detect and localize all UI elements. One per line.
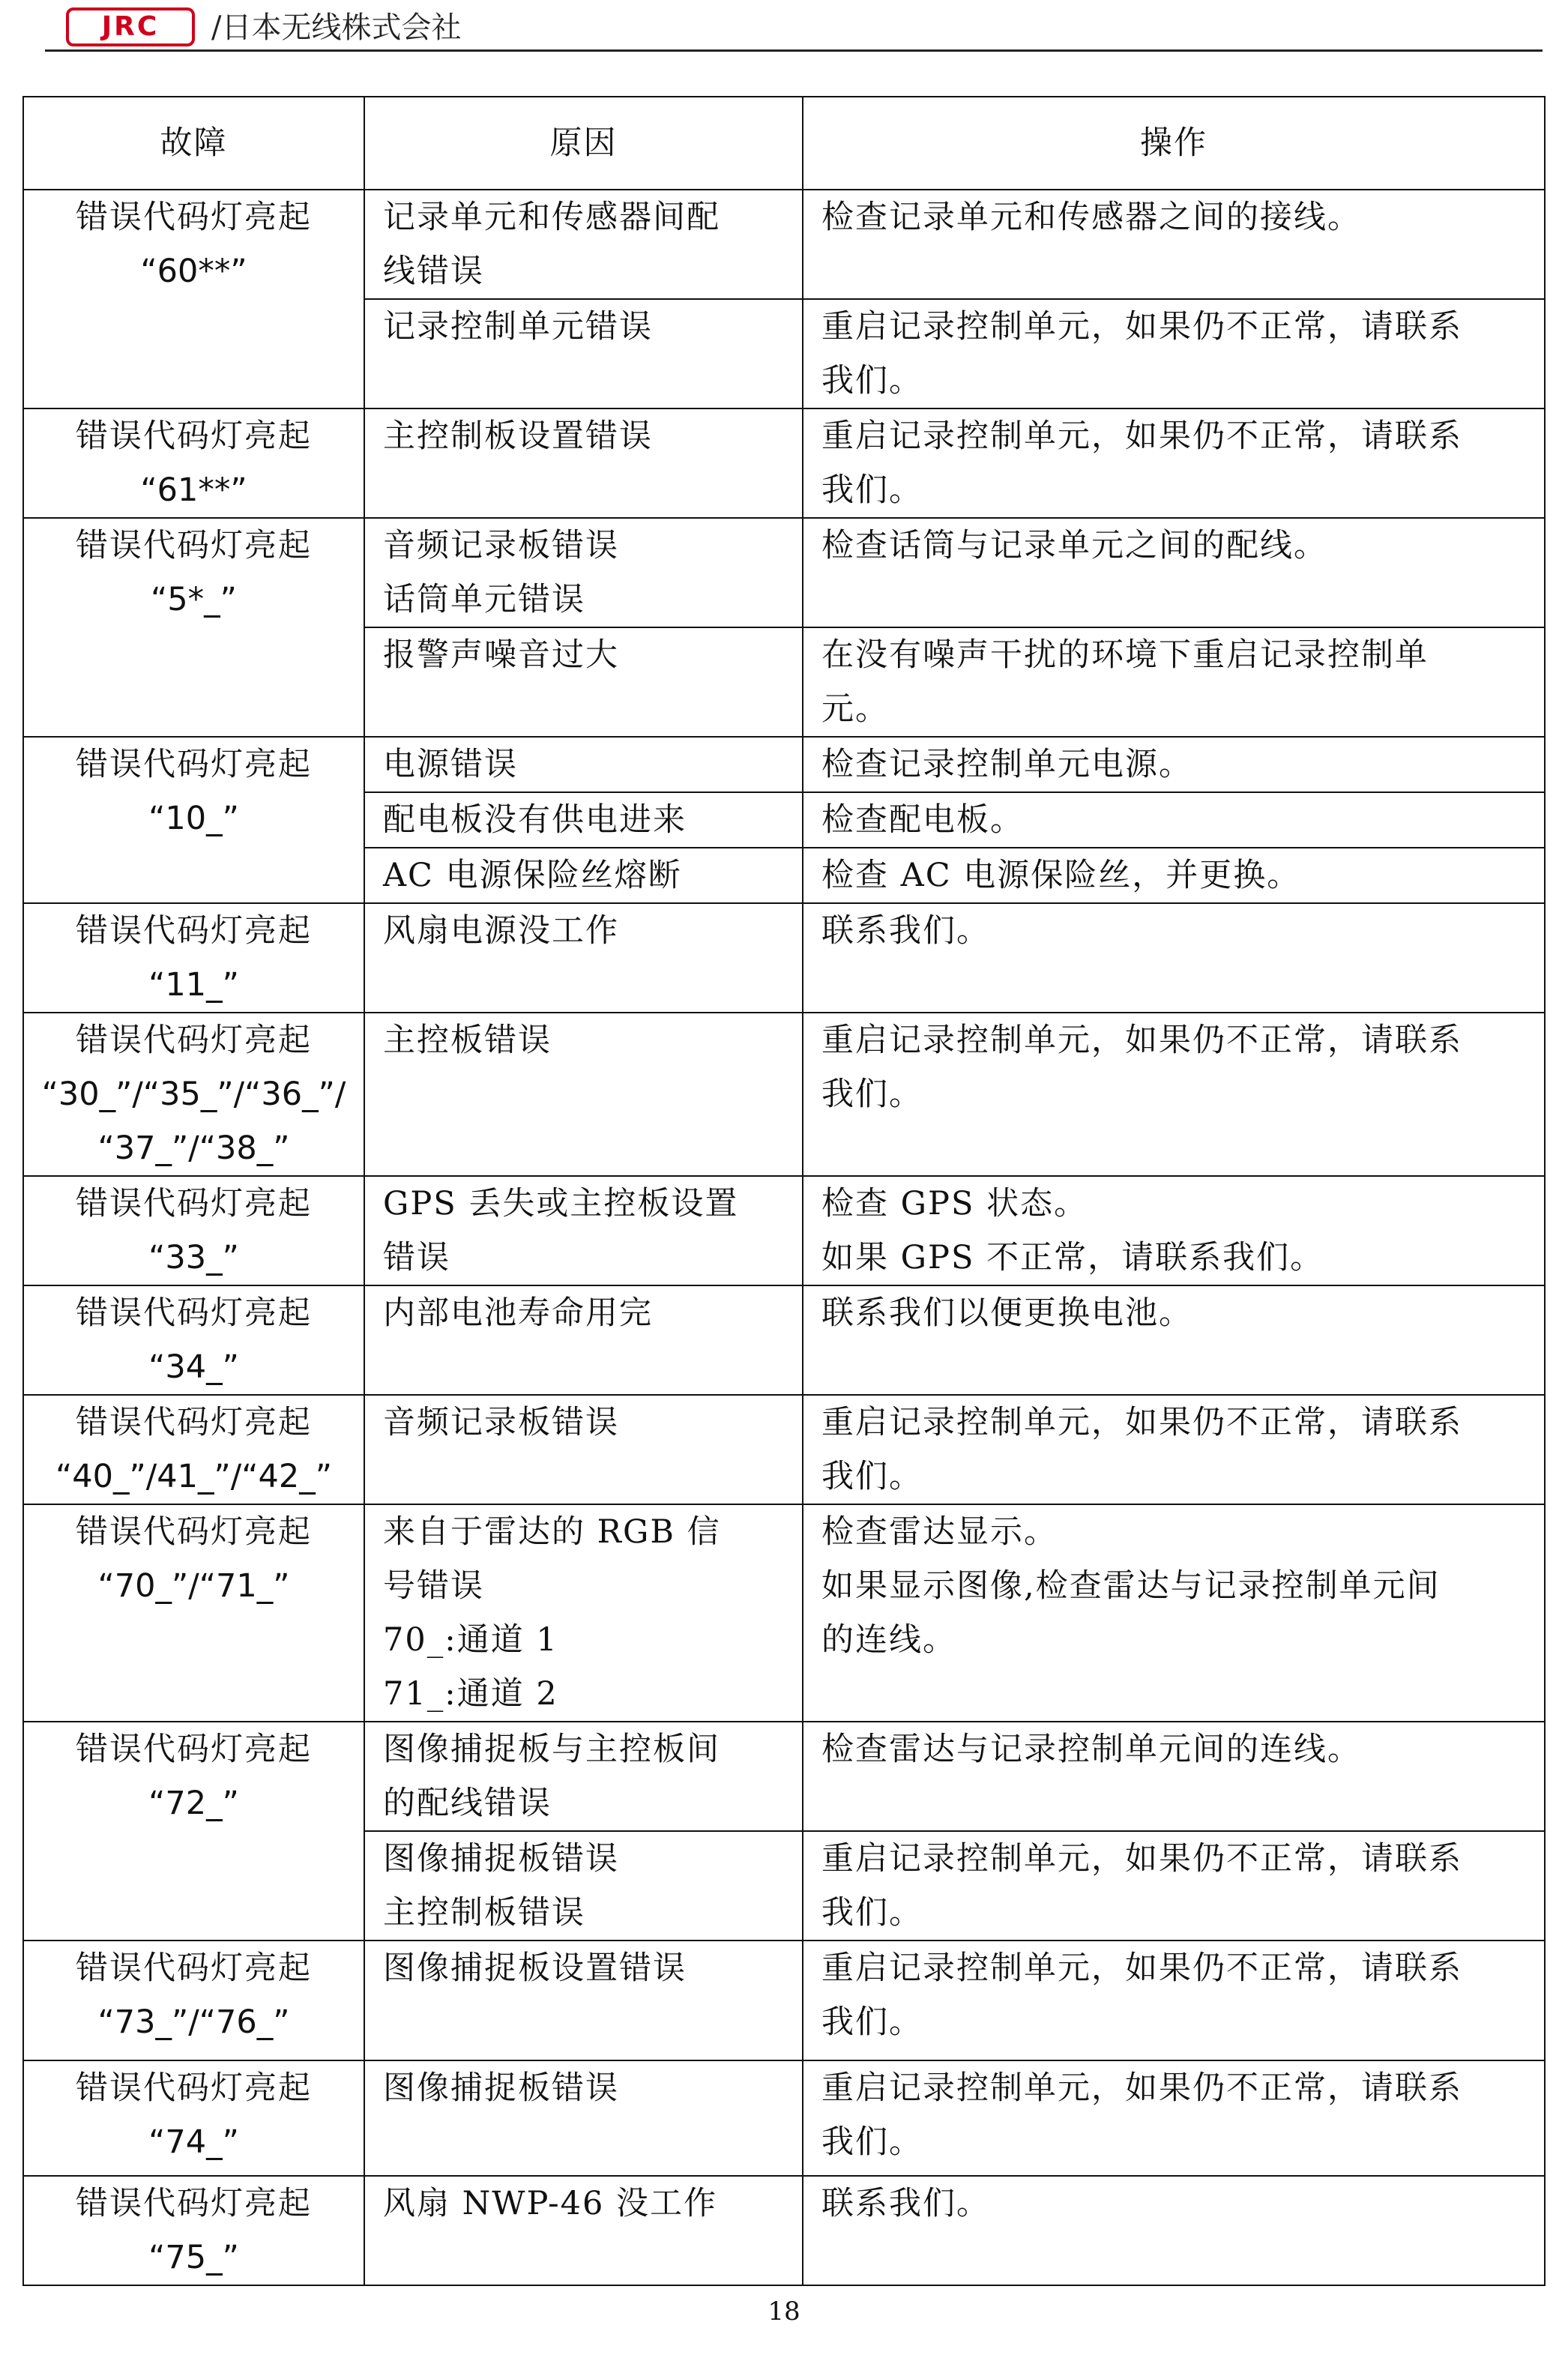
- cell-line: 检查话筒与记录单元之间的配线。: [821, 527, 1327, 564]
- cell-line: 重启记录控制单元，如果仍不正常，请联系: [821, 1022, 1462, 1059]
- cause-cell: [364, 792, 803, 848]
- cell-line: 主控制板错误: [383, 1894, 585, 1932]
- cell-line: 图像捕捉板错误: [383, 2069, 619, 2107]
- table-row: [23, 1722, 1545, 1831]
- cell-line: 我们。: [821, 471, 923, 509]
- action-cell: [803, 792, 1545, 848]
- cell-line: 风扇 NWP-46 没工作: [383, 2185, 717, 2222]
- cell-line: 话筒单元错误: [383, 581, 585, 618]
- fault-cell: [23, 737, 364, 903]
- cell-line: 错误代码灯亮起: [76, 417, 312, 455]
- fault-cell: [23, 1504, 364, 1722]
- cell-line: 错误代码灯亮起: [76, 527, 312, 564]
- cell-line: 联系我们。: [821, 2185, 990, 2222]
- cell-line: 重启记录控制单元，如果仍不正常，请联系: [821, 1404, 1462, 1441]
- company-name: /日本无线株式会社: [211, 10, 462, 45]
- action-cell: [803, 627, 1545, 737]
- cell-line: 配电板没有供电进来: [383, 801, 687, 839]
- cause-cell: [364, 408, 803, 518]
- cell-line: 记录控制单元错误: [383, 308, 653, 346]
- cell-line: 检查雷达显示。: [821, 1513, 1058, 1551]
- cause-cell: [364, 903, 803, 1013]
- cell-line: “30_”/“35_”/“36_”/: [41, 1076, 346, 1113]
- cell-line: “74_”: [148, 2123, 239, 2161]
- table-row: [23, 1176, 1545, 1285]
- cell-line: 重启记录控制单元，如果仍不正常，请联系: [821, 417, 1462, 455]
- table-row: [23, 190, 1545, 299]
- cell-line: 我们。: [821, 1076, 923, 1113]
- cell-line: 检查配电板。: [821, 801, 1024, 839]
- action-cell: [803, 1831, 1545, 1941]
- cell-line: “37_”/“38_”: [97, 1130, 290, 1167]
- cause-cell: [364, 299, 803, 408]
- fault-cell: [23, 903, 364, 1013]
- cell-line: “10_”: [148, 800, 239, 837]
- fault-cell: [23, 1941, 364, 2060]
- cell-line: AC 电源保险丝熔断: [383, 857, 682, 894]
- action-cell: [803, 1013, 1545, 1176]
- header-action: 操作: [803, 97, 1545, 190]
- cell-line: 我们。: [821, 2123, 923, 2161]
- action-cell: [803, 518, 1545, 627]
- table-row: [23, 408, 1545, 518]
- cell-line: 重启记录控制单元，如果仍不正常，请联系: [821, 2069, 1462, 2107]
- cell-line: “34_”: [148, 1348, 239, 1386]
- cell-line: “5*_”: [151, 581, 237, 618]
- action-cell: [803, 903, 1545, 1013]
- header-cause: 原因: [364, 97, 803, 190]
- cell-line: 报警声噪音过大: [383, 636, 619, 674]
- fault-cell: [23, 2060, 364, 2176]
- cell-line: 号错误: [383, 1567, 484, 1605]
- action-cell: [803, 1176, 1545, 1285]
- table-row: [23, 1941, 1545, 2060]
- cause-cell: [364, 2060, 803, 2176]
- cause-cell: [364, 1722, 803, 1831]
- cell-line: 重启记录控制单元，如果仍不正常，请联系: [821, 308, 1462, 346]
- table-row: [23, 903, 1545, 1013]
- header-rule: [45, 49, 1543, 52]
- cell-line: 图像捕捉板设置错误: [383, 1950, 687, 1987]
- table-row: [23, 737, 1545, 792]
- cell-line: 错误代码灯亮起: [76, 1950, 312, 1987]
- cell-line: “60**”: [140, 253, 247, 290]
- cell-line: 电源错误: [383, 746, 518, 783]
- table-row: [23, 1395, 1545, 1504]
- cause-cell: [364, 848, 803, 903]
- cell-line: 音频记录板错误: [383, 1404, 619, 1441]
- action-cell: [803, 190, 1545, 299]
- cell-line: “70_”/“71_”: [97, 1567, 290, 1605]
- table-body: [23, 190, 1545, 2285]
- cause-cell: [364, 1504, 803, 1722]
- cell-line: 的连线。: [821, 1621, 956, 1659]
- cell-line: “40_”/41_”/“42_”: [55, 1458, 332, 1495]
- cell-line: 我们。: [821, 1458, 923, 1495]
- cause-cell: [364, 1941, 803, 2060]
- cell-line: 检查 AC 电源保险丝，并更换。: [821, 857, 1301, 894]
- cause-cell: [364, 190, 803, 299]
- cell-line: “33_”: [148, 1239, 239, 1276]
- cell-line: 检查记录单元和传感器之间的接线。: [821, 199, 1361, 236]
- cause-cell: [364, 1013, 803, 1176]
- cell-line: “75_”: [148, 2239, 239, 2276]
- page-header: [45, 4, 1544, 51]
- cell-line: 音频记录板错误: [383, 527, 619, 564]
- fault-cell: [23, 1722, 364, 1941]
- cell-line: 内部电池寿命用完: [383, 1294, 653, 1332]
- cell-line: 错误代码灯亮起: [76, 2185, 312, 2222]
- cell-line: 错误代码灯亮起: [76, 1731, 312, 1768]
- cell-line: “72_”: [148, 1785, 239, 1822]
- cell-line: 图像捕捉板与主控板间: [383, 1731, 720, 1768]
- fault-cell: [23, 1395, 364, 1504]
- action-cell: [803, 1941, 1545, 2060]
- fault-cell: [23, 190, 364, 408]
- action-cell: [803, 737, 1545, 792]
- action-cell: [803, 848, 1545, 903]
- cell-line: 记录单元和传感器间配: [383, 199, 720, 236]
- table-row: [23, 1504, 1545, 1722]
- cause-cell: [364, 1831, 803, 1941]
- cell-line: 主控板错误: [383, 1022, 552, 1059]
- cell-line: 联系我们。: [821, 912, 990, 950]
- cell-line: 我们。: [821, 362, 923, 399]
- cause-cell: [364, 1395, 803, 1504]
- cell-line: 检查雷达与记录控制单元间的连线。: [821, 1731, 1361, 1768]
- cell-line: 70_:通道 1: [383, 1621, 558, 1659]
- fault-cell: [23, 408, 364, 518]
- cell-line: 检查记录控制单元电源。: [821, 746, 1192, 783]
- table-row: [23, 2176, 1545, 2285]
- action-cell: [803, 1722, 1545, 1831]
- fault-cell: [23, 1176, 364, 1285]
- cell-line: 错误代码灯亮起: [76, 1022, 312, 1059]
- cell-line: “11_”: [148, 966, 239, 1004]
- cell-line: 错误代码灯亮起: [76, 199, 312, 236]
- cell-line: 我们。: [821, 1894, 923, 1932]
- cell-line: 错误代码灯亮起: [76, 1294, 312, 1332]
- cell-line: 联系我们以便更换电池。: [821, 1294, 1192, 1332]
- cause-cell: [364, 627, 803, 737]
- action-cell: [803, 1504, 1545, 1722]
- action-cell: [803, 408, 1545, 518]
- cell-line: 的配线错误: [383, 1785, 552, 1822]
- cell-line: 风扇电源没工作: [383, 912, 619, 950]
- table-row: [23, 1013, 1545, 1176]
- cell-line: GPS 丢失或主控板设置: [383, 1185, 739, 1222]
- cell-line: 错误: [383, 1239, 450, 1276]
- fault-cell: [23, 1013, 364, 1176]
- cell-line: 重启记录控制单元，如果仍不正常，请联系: [821, 1840, 1462, 1878]
- cell-line: 71_:通道 2: [383, 1675, 558, 1713]
- fault-cell: [23, 1285, 364, 1395]
- cell-line: 错误代码灯亮起: [76, 746, 312, 783]
- cause-cell: [364, 1285, 803, 1395]
- cell-line: 线错误: [383, 253, 484, 290]
- cell-line: 在没有噪声干扰的环境下重启记录控制单: [821, 636, 1429, 674]
- table-row: [23, 2060, 1545, 2176]
- table-row: [23, 518, 1545, 627]
- cell-line: 错误代码灯亮起: [76, 1185, 312, 1222]
- cell-line: 检查 GPS 状态。: [821, 1185, 1088, 1222]
- table-header-row: [23, 97, 1545, 190]
- cell-line: 错误代码灯亮起: [76, 1404, 312, 1441]
- cause-cell: [364, 518, 803, 627]
- cell-line: 来自于雷达的 RGB 信: [383, 1513, 721, 1551]
- cell-line: 如果 GPS 不正常，请联系我们。: [821, 1239, 1324, 1276]
- page-number: 18: [768, 2297, 800, 2327]
- cell-line: “73_”/“76_”: [97, 2003, 290, 2041]
- cell-line: 重启记录控制单元，如果仍不正常，请联系: [821, 1950, 1462, 1987]
- action-cell: [803, 1395, 1545, 1504]
- cause-cell: [364, 1176, 803, 1285]
- cell-line: 我们。: [821, 2003, 923, 2041]
- cell-line: 元。: [821, 690, 889, 728]
- action-cell: [803, 2176, 1545, 2285]
- jrc-logo: JRC: [66, 7, 195, 46]
- cell-line: “61**”: [140, 471, 247, 509]
- header-fault: 故障: [23, 97, 364, 190]
- table-row: [23, 1285, 1545, 1395]
- cell-line: 错误代码灯亮起: [76, 1513, 312, 1551]
- action-cell: [803, 1285, 1545, 1395]
- action-cell: [803, 2060, 1545, 2176]
- fault-cell: [23, 2176, 364, 2285]
- cause-cell: [364, 2176, 803, 2285]
- cell-line: 错误代码灯亮起: [76, 912, 312, 950]
- cell-line: 主控制板设置错误: [383, 417, 653, 455]
- fault-cell: [23, 518, 364, 737]
- action-cell: [803, 299, 1545, 408]
- troubleshooting-table: [22, 96, 1546, 2286]
- cell-line: 如果显示图像,检查雷达与记录控制单元间: [821, 1567, 1441, 1605]
- cell-line: 错误代码灯亮起: [76, 2069, 312, 2107]
- cause-cell: [364, 737, 803, 792]
- cell-line: 图像捕捉板错误: [383, 1840, 619, 1878]
